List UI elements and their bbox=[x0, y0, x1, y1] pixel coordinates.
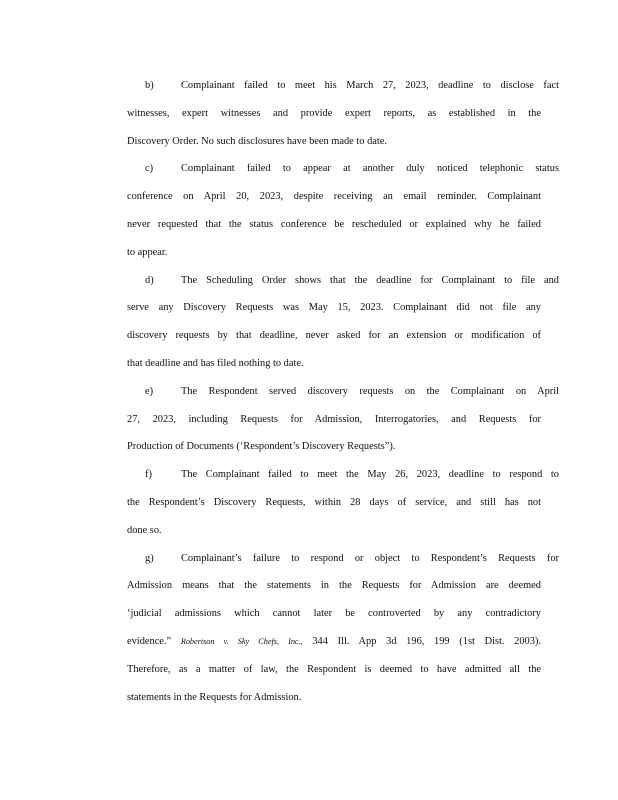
paragraph-line: f) The Complainant failed to meet the May 26, 2023, deadline to respond to bbox=[127, 461, 559, 489]
paragraph-line: Production of Documents (‘Respondent’s Discovery Requests”). bbox=[127, 441, 396, 453]
paragraph-line: serve any Discovery Requests was May 15, 2023. Complainant did not file any bbox=[127, 302, 541, 314]
paragraph-line: discovery requests by that deadline, never asked for an extension or modification of bbox=[127, 330, 541, 342]
paragraph-d bbox=[127, 267, 559, 378]
paragraph-line: witnesses, expert witnesses and provide expert reports, as established in the bbox=[127, 107, 541, 119]
paragraph-line: Therefore, as a matter of law, the Respondent is deemed to have admitted all the bbox=[127, 663, 541, 675]
paragraph-f bbox=[127, 461, 559, 544]
paragraph-b bbox=[127, 72, 559, 155]
paragraph-line: e) The Respondent served discovery requests on the Complainant on April bbox=[127, 378, 559, 406]
paragraph-line: statements in the Requests for Admission. bbox=[127, 691, 302, 703]
paragraph-line: Discovery Order. No such disclosures have been made to date. bbox=[127, 135, 387, 147]
paragraph-line: done so. bbox=[127, 524, 162, 536]
list-marker: c) bbox=[145, 163, 154, 175]
document-body bbox=[127, 72, 559, 711]
paragraph-line: that deadline and has filed nothing to date. bbox=[127, 357, 304, 369]
list-marker: d) bbox=[145, 274, 154, 286]
citation-lead-text: evidence.” bbox=[127, 635, 172, 647]
paragraph-line: the Respondent’s Discovery Requests, within 28 days of service, and still has not bbox=[127, 496, 541, 508]
paragraph-line: 27, 2023, including Requests for Admission, Interrogatories, and Requests for bbox=[127, 413, 541, 425]
list-marker: g) bbox=[145, 552, 154, 564]
paragraph-line: conference on April 20, 2023, despite receiving an email reminder. Complainant bbox=[127, 191, 541, 203]
list-marker: f) bbox=[145, 469, 152, 481]
citation-reporter: 344 Ill. App 3d 196, 199 (1st Dist. 2003). bbox=[312, 635, 541, 647]
citation-line bbox=[127, 628, 541, 656]
paragraph-line: c) Complainant failed to appear at another duly noticed telephonic status bbox=[127, 155, 559, 183]
paragraph-c bbox=[127, 155, 559, 266]
paragraph-line: g) Complainant’s failure to respond or object to Respondent’s Requests for bbox=[127, 545, 559, 573]
paragraph-e bbox=[127, 378, 559, 461]
list-marker: b) bbox=[145, 80, 154, 91]
paragraph-line: never requested that the status conference be rescheduled or explained why he failed bbox=[127, 218, 541, 230]
paragraph-line: Admission means that the statements in the Requests for Admission are deemed bbox=[127, 580, 541, 592]
list-marker: e) bbox=[145, 385, 154, 397]
case-name: Robertson v. Sky Chefs, Inc., bbox=[180, 636, 303, 646]
paragraph-line: b) Complainant failed to meet his March 27, 2023, deadline to disclose fact bbox=[127, 72, 559, 100]
paragraph-line: d) The Scheduling Order shows that the deadline for Complainant to file and bbox=[127, 267, 559, 295]
paragraph-line: to appear. bbox=[127, 246, 168, 258]
paragraph-line: ‘judicial admissions which cannot later be controverted by any contradictory bbox=[127, 608, 541, 620]
paragraph-g bbox=[127, 545, 559, 712]
